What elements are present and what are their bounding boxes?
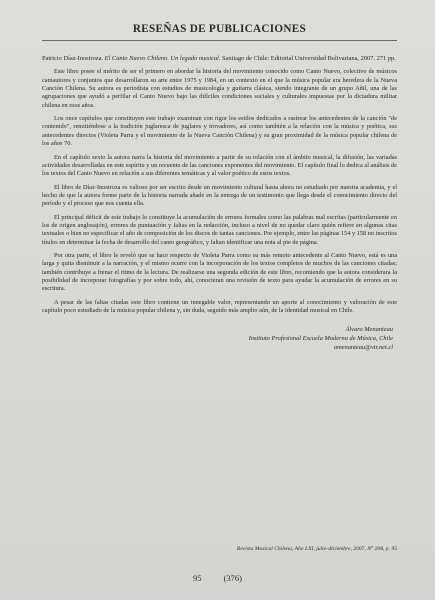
review-paragraph: En el capítulo sexto la autora narra la historia del movimiento a partir de su relación con el ámbito musical, la difusión, las variadas actividades desarrolladas en este espíritu y un recuento de las canciones exponentes del movimiento. El capítulo final lo dedica al análisis de los textos del Canto Nuevo en relación a sus diferentes temáticas y al valor poético de estos textos. <box>42 153 397 178</box>
reviewer-email: amenanteau@vtr.net.cl <box>333 344 393 352</box>
reviewer-signature <box>42 325 393 352</box>
review-paragraph: El principal déficit de este trabajo lo constituye la acumulación de errores formales como las palabras mal escritas (particularmente en los de origen anglosajón), errores de puntuación y faltas en la redacción, incluso a nivel de no quedar claro quién refiere en algunas citas textuales o bien no especificar el año de composición de los discos de tantas canciones. Por ejemplo, entre las páginas 154 y 158 no inscritos títulos en determinar la fecha de desarrollo del canto geográfico, y faltan identificar una nota al pie de página. <box>42 213 397 246</box>
review-paragraph: Por otra parte, el libro le reveló que se hace respecto de Violeta Parra como su más remoto antecedente al Canto Nuevo, está es una larga y quita disminuir a la narración, y el mismo ocurre con la incorporación de los textos completos de muchos de las canciones citadas; también contribuye a frenar el ritmo de la lectura. De realizarse una segunda edición de este libro, recomiendo que la autora considerara la posibilidad de incorporar fotografías y por sobre todo, ahí, conocieran una revisión de texto para ayudar la acumulación de errores en su escritura. <box>42 251 397 293</box>
review-paragraph: A pesar de las faltas citadas este libro contiene un innegable valor, representando un aporte al conocimiento y valoración de este capítulo poco estudiado de la música popular chilena y, sin duda, seguido más amplio aún, de la identidad musical en Chile. <box>42 298 397 314</box>
book-citation <box>42 55 397 63</box>
reviewer-name: Álvaro Menanteau <box>345 326 393 334</box>
page-number <box>0 573 435 583</box>
citation-authors: Patricio Díaz-Inostroza. <box>42 55 104 62</box>
review-paragraph: Los once capítulos que constituyen este trabajo examinan con rigor los estilos dedicados a rastrear los antecedentes de la canción "de contenido", remitiéndose a la tradición juglaresca de juglares y trovadores, así como también a la relación con la música y poética, sus antecedentes directos (Violeta Parra y el movimiento de la Nueva Canción Chilena) y su gran proximidad de la música popular chilena de los años 70. <box>42 115 397 148</box>
reviewer-affiliation: Instituto Profesional Escuela Moderna de Música, Chile <box>248 335 393 343</box>
review-paragraph: Este libro posee el mérito de ser el primero en abordar la historia del movimiento conocido como Canto Nuevo, colectivo de músicos cantautores y conjuntos que desarrollaron su arte entre 1975 y 1984, en un contexto en el que la música popular era heredera de la Nueva Canción Chilena. Su autora es periodista con estudios de musicología y guitarra clásica, siendo integrante de un grupo Añil, una de las agrupaciones que ayudó a perfilar el Canto Nuevo bajo las difíciles condiciones sociales y culturales impuestas por la dictadura militar chilena en esos años. <box>42 68 397 109</box>
page-number-alt: (376) <box>223 573 243 583</box>
citation-publisher: Santiago de Chile: Editorial Universidad Bolivariana, 2007. 271 pp. <box>222 55 396 62</box>
review-paragraph: El libro de Díaz-Inostroza es valioso por ser escrito desde un movimiento cultural hasta ahora no estudiado por nuestra academia, y el hecho de que la autora forme parte de la historia narrada añade en la entrega de un testimonio que llega desde el conocimiento directo del período y el proceso que nos cuenta ella. <box>42 183 397 208</box>
page-number-value: 95 <box>192 573 202 583</box>
citation-title: El Canto Nuevo Chileno. Un legado musical. <box>104 55 221 62</box>
section-title: RESEÑAS DE PUBLICACIONES <box>42 23 397 41</box>
journal-footer: Revista Musical Chilena, Año LXI, julio-diciembre, 2007, N° 208, p. 95 <box>236 546 397 552</box>
